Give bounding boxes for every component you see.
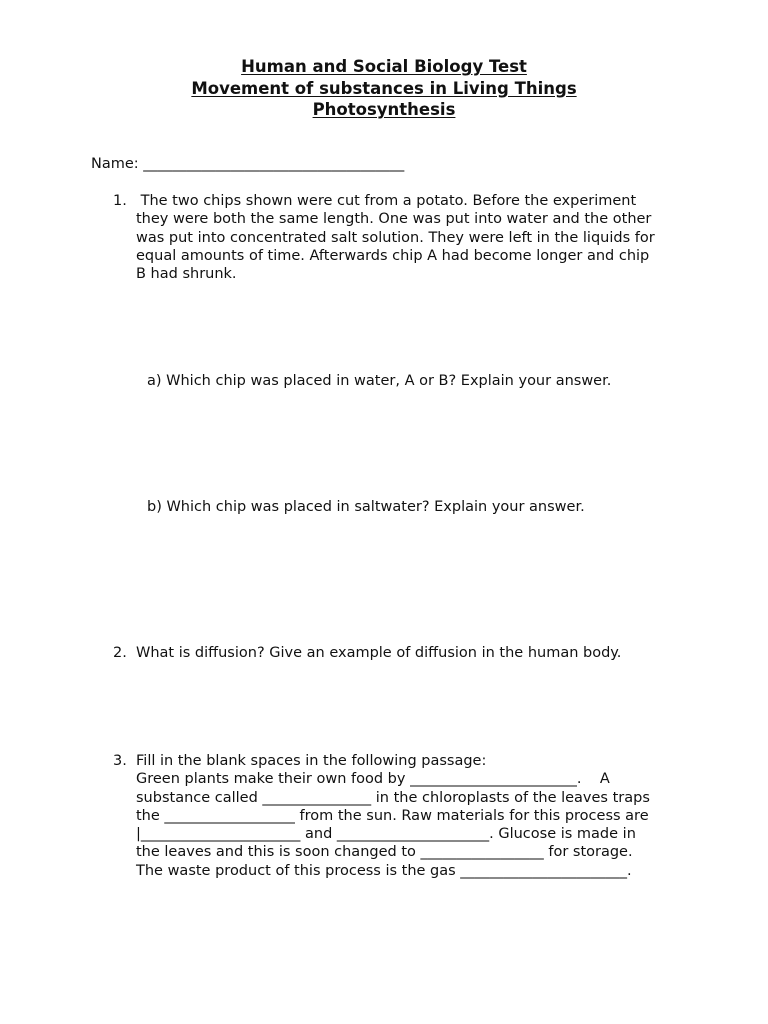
test-header xyxy=(0,56,768,121)
question-line: The waste product of this process is the gas _______________________. xyxy=(136,862,632,879)
question-1b: b) Which chip was placed in saltwater? Explain your answer. xyxy=(147,499,585,515)
question-line: B had shrunk. xyxy=(136,266,237,283)
question-line: the leaves and this is soon changed to _________________ for storage. xyxy=(136,844,633,861)
question-line: equal amounts of time. Afterwards chip A had become longer and chip xyxy=(136,247,650,264)
question-line: they were both the same length. One was put into water and the other xyxy=(136,211,652,228)
fill-in-passage xyxy=(136,752,696,880)
question-line: Green plants make their own food by _______________________. A xyxy=(136,771,610,788)
question-line: substance called _______________ in the chloroplasts of the leaves traps xyxy=(136,789,650,806)
name-field[interactable]: Name: ____________________________________ xyxy=(91,156,405,172)
question-number: 1. xyxy=(113,193,127,209)
test-title: Human and Social Biology Test xyxy=(241,57,527,76)
question-text xyxy=(136,644,696,662)
question-line: What is diffusion? Give an example of diffusion in the human body. xyxy=(136,645,622,661)
question-line: |______________________ and _____________________. Glucose is made in xyxy=(136,826,636,843)
question-line: the __________________ from the sun. Raw materials for this process are xyxy=(136,807,649,824)
question-text xyxy=(136,192,696,283)
question-number: 3. xyxy=(113,753,127,769)
question-line: The two chips shown were cut from a potato. Before the experiment xyxy=(136,193,637,209)
test-subtopic: Photosynthesis xyxy=(312,100,456,119)
question-number: 2. xyxy=(113,645,127,661)
question-line: was put into concentrated salt solution. They were left in the liquids for xyxy=(136,229,655,246)
question-1a: a) Which chip was placed in water, A or B? Explain your answer. xyxy=(147,373,612,389)
test-topic: Movement of substances in Living Things xyxy=(191,78,577,98)
question-line: Fill in the blank spaces in the following passage: xyxy=(136,753,487,769)
